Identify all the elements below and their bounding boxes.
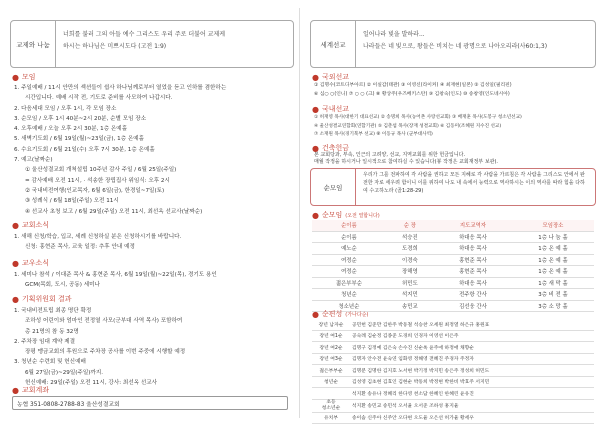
bullet-icon: ● — [312, 210, 319, 220]
table-row: 청년순 김성영 김초현 김효인 김현순 박동희 박정현 박한비 박효주 서지민 — [312, 376, 594, 388]
fellowship-label: 교제와 나눔 — [11, 21, 56, 67]
table-row: 장년 남자순 공민헌 김준만 김한주 박동철 석승찬 오세원 최정열 하은규 홍원표 — [312, 319, 594, 330]
table-row: 장년 여1순 공숙례 김순정 김종준 도경희 인경자 이영선 이은주 — [312, 330, 594, 342]
gathering-title: ● 모임 — [12, 72, 36, 82]
cell-group-verse-box — [310, 168, 596, 206]
left-panel — [0, 0, 296, 424]
planning-list: 1. 국내비전트립 최종 명단 확정 조하성 어린이와 엄마인 전정열 사모(군부대 사역 목사) 포함하여 총 21명의 참 동 32명 2. 주차장 임대 계약 제결 장평 맹금교회의 후원으로 주차장 공사를 이번 주중에 시행할 예정 3. 청년순 수련회 및 헌신예배 6월 27일(금)~29일(주일)까지. 헌신예배: 29일(주일) 오전 11시, 강사: 최선옥 선교사 — [14, 308, 186, 387]
table-row: 예노순 도경희 하대응 목사 1층 온 예 홀 — [312, 243, 594, 255]
bullet-icon: ● — [12, 294, 19, 304]
cell-members-table — [312, 319, 594, 424]
table-row: 젊은부부순 허민도 하대응 목사 1층 새 막 홀 — [312, 277, 594, 289]
world-mission-box — [310, 20, 596, 68]
table-row: 청소년순 송민교 김선웅 간사 3층 소 망 홀 — [312, 300, 594, 312]
gathering-list: 1. 주일예배 / 11시 안만의 섹션들이 쉽사 하나님께로부터 열었을 듣고 인하를 겸한하는 시간입니다. 예배 시작 전, 기도로 준비를 사모하여 나갑시다. 2. 다음세대 모임 / 오후 1시, 각 모임 장소 3. 순모임 / 오후 1시 40분~2시 20분, 순별 모임 장소 4. 오후예배 / 오늘 오후 2시 30분, 1층 온예홀 5. 새벽기도회 / 6월 19일(월)~23일(금), 1층 온예홀 6. 수요기도회 / 6월 21일(수) 오후 7시 30분, 1층 온예홀 7. 예고(날짜순) ① 울산성결교회 개척설립 10주년 감사 주일 / 6월 25일(주일) = 감사예배 오전 11시, · 석송한 장립집사 위임식: 오후 2시 ② 국내비전여행(인교목자, 6월 6일(금), 한경일~7일(토) ③ 성례식 / 6월 18일(주일) 오전 11시 ④ 선교사 초청 보고 / 6월 29일(주일) 오전 11시, 최선옥 선교사(날짜순) — [14, 85, 227, 215]
member-news-list: 1. 세미나 참석 / 이대준 목사 & 홍현준 목사, 6월 19일(월)~22일(목), 경기도 용인 GCM(목회, 도시, 공동) 세미나 — [14, 272, 217, 289]
right-panel — [304, 0, 600, 424]
bullet-icon: ● — [12, 258, 19, 268]
bank-account: 농협 351-0808-2788-83 울산성결교회 — [12, 396, 288, 410]
table-row: 젊은부부순 김명분 김명한 김지호 노서현 박기정 박지민 송은주 정성희 허민도 — [312, 365, 594, 377]
cell-groups-title: ● 순모임 (오전 열합니다) — [312, 210, 380, 220]
table-row: 장년 여2순 김명구 김정예 김은숙 손수진 신순옥 윤주애 하정애 채향순 — [312, 342, 594, 354]
fellowship-box — [10, 20, 294, 68]
bullet-icon: ● — [12, 385, 19, 395]
planning-title: ● 기획위원회 결과 — [12, 294, 72, 304]
cell-group-verse-label: 순모임 — [311, 169, 356, 205]
table-row: 석지환 송유나 정혜리 한다영 천소담 한혜인 한혜린 윤유진 — [312, 388, 594, 400]
bullet-icon: ● — [312, 143, 319, 153]
cell-members-title: ● 순편성 (가나다순) — [312, 309, 369, 319]
building-list: 본 교회당과, 부속, 인근의 고려양, 선교, 지역교회를 위한 헌금입니다. 매월 작정을 하시거나 일시적으로 참여하실 수 있습니다(봉 작정은 교회재정부 보관). — [314, 152, 499, 165]
church-news-title: ● 교회소식 — [12, 220, 50, 230]
overseas-title: ● 국외선교 — [312, 72, 350, 82]
bullet-icon: ● — [12, 72, 19, 82]
page-divider — [299, 8, 300, 418]
building-title: ● 건축헌금 — [312, 143, 350, 153]
bullet-icon: ● — [312, 104, 319, 114]
table-row: 순이름 석승진 하대응 목사 1층 나 눔 홀 — [312, 231, 594, 243]
cell-groups-table — [312, 220, 594, 312]
fellowship-verse: 너희를 불러 그의 아들 예수 그리스도 우리 주로 더불어 교제케 하시는 하나님은 미쁘시도다 (고전 1:9) — [63, 31, 226, 50]
table-header: 순이름 순 장 지도교역자 모임장소 — [312, 220, 594, 231]
domestic-list: ① 허재영 목사(대한기 대표선교) ② 송명희 목사(농어촌 사랑선교회) ③ 배재훈 목사(도봉구 청소년선교) ④ 울산성결교연합회(연합기관) ⑤ 김춘섭 목사(장재 성결교회) ⑥ 김동미(조혜원 지수진 선교) ⑦ 소재원 목사(경기북부 선교) ⑧ 이동규 목사 (군부대사역) — [314, 115, 522, 137]
world-mission-verse: 일어나라 빛을 발하라... 나라들은 네 빛으로, 왕들은 비치는 네 광명으로 나아오리라(사60:1,3) — [363, 31, 548, 50]
table-row: 여정순 이경숙 홍현준 목사 1층 온 예 홀 — [312, 254, 594, 266]
bullet-icon: ● — [12, 220, 19, 230]
domestic-title: ● 국내선교 — [312, 104, 350, 114]
table-row: 청년순 석지민 전주항 간사 3층 비 전 홀 — [312, 289, 594, 301]
table-row: 장년 여3순 김명자 안수전 윤숙연 임화영 정해영 전혜진 주경자 주정자 — [312, 353, 594, 365]
account-title: ● 교회계좌 — [12, 385, 50, 395]
bullet-icon: ● — [312, 72, 319, 82]
overseas-list: ① 김명수(코트디부아르) ② 이실감(태관) ③ 이영신(라이커) ④ 최재현(일본) ⑤ 김성일(필리핀) ⑥ 심○ ○(인니) ⑦ ○ ○ (크) ⑧ 황상주(우즈베키스탄) ⑨ 김창숙(인도) ⑩ 송창영(인도네시아) — [314, 83, 512, 97]
member-news-title: ● 교우소식 — [12, 258, 50, 268]
table-row: 유치부 송이솜 신주아 신주안 오다현 오도율 오은선 허가율 황세우 — [312, 412, 594, 424]
world-mission-label: 세계선교 — [311, 21, 356, 67]
table-row: 여정순 장해영 홍현준 목사 1층 온 예 홀 — [312, 266, 594, 278]
church-news-list: 1. 새해 신청/학습, 입교, 세례 신청하실 분은 신청하시기를 바랍니다. 신청: 홍현준 목사, 교육 일정: 추후 안내 예정 — [14, 234, 182, 251]
table-row: 초등 청소년순 석지환 송민교 송민석 오서율 오서준 조하성 홍지율 — [312, 399, 594, 412]
cell-group-verse: 우리가 그를 전파하여 각 사람을 권하고 모든 지혜로 각 사람을 가르침은 각 사람을 그리스도 안에서 완전한 자로 세우려 함이니 이를 위하여 나도 내 속에서 능력으로 역사하시는 이의 역사를 따라 힘을 다하여 수고하노라 (골1:28-29) — [363, 172, 585, 194]
bullet-icon: ● — [312, 309, 319, 319]
